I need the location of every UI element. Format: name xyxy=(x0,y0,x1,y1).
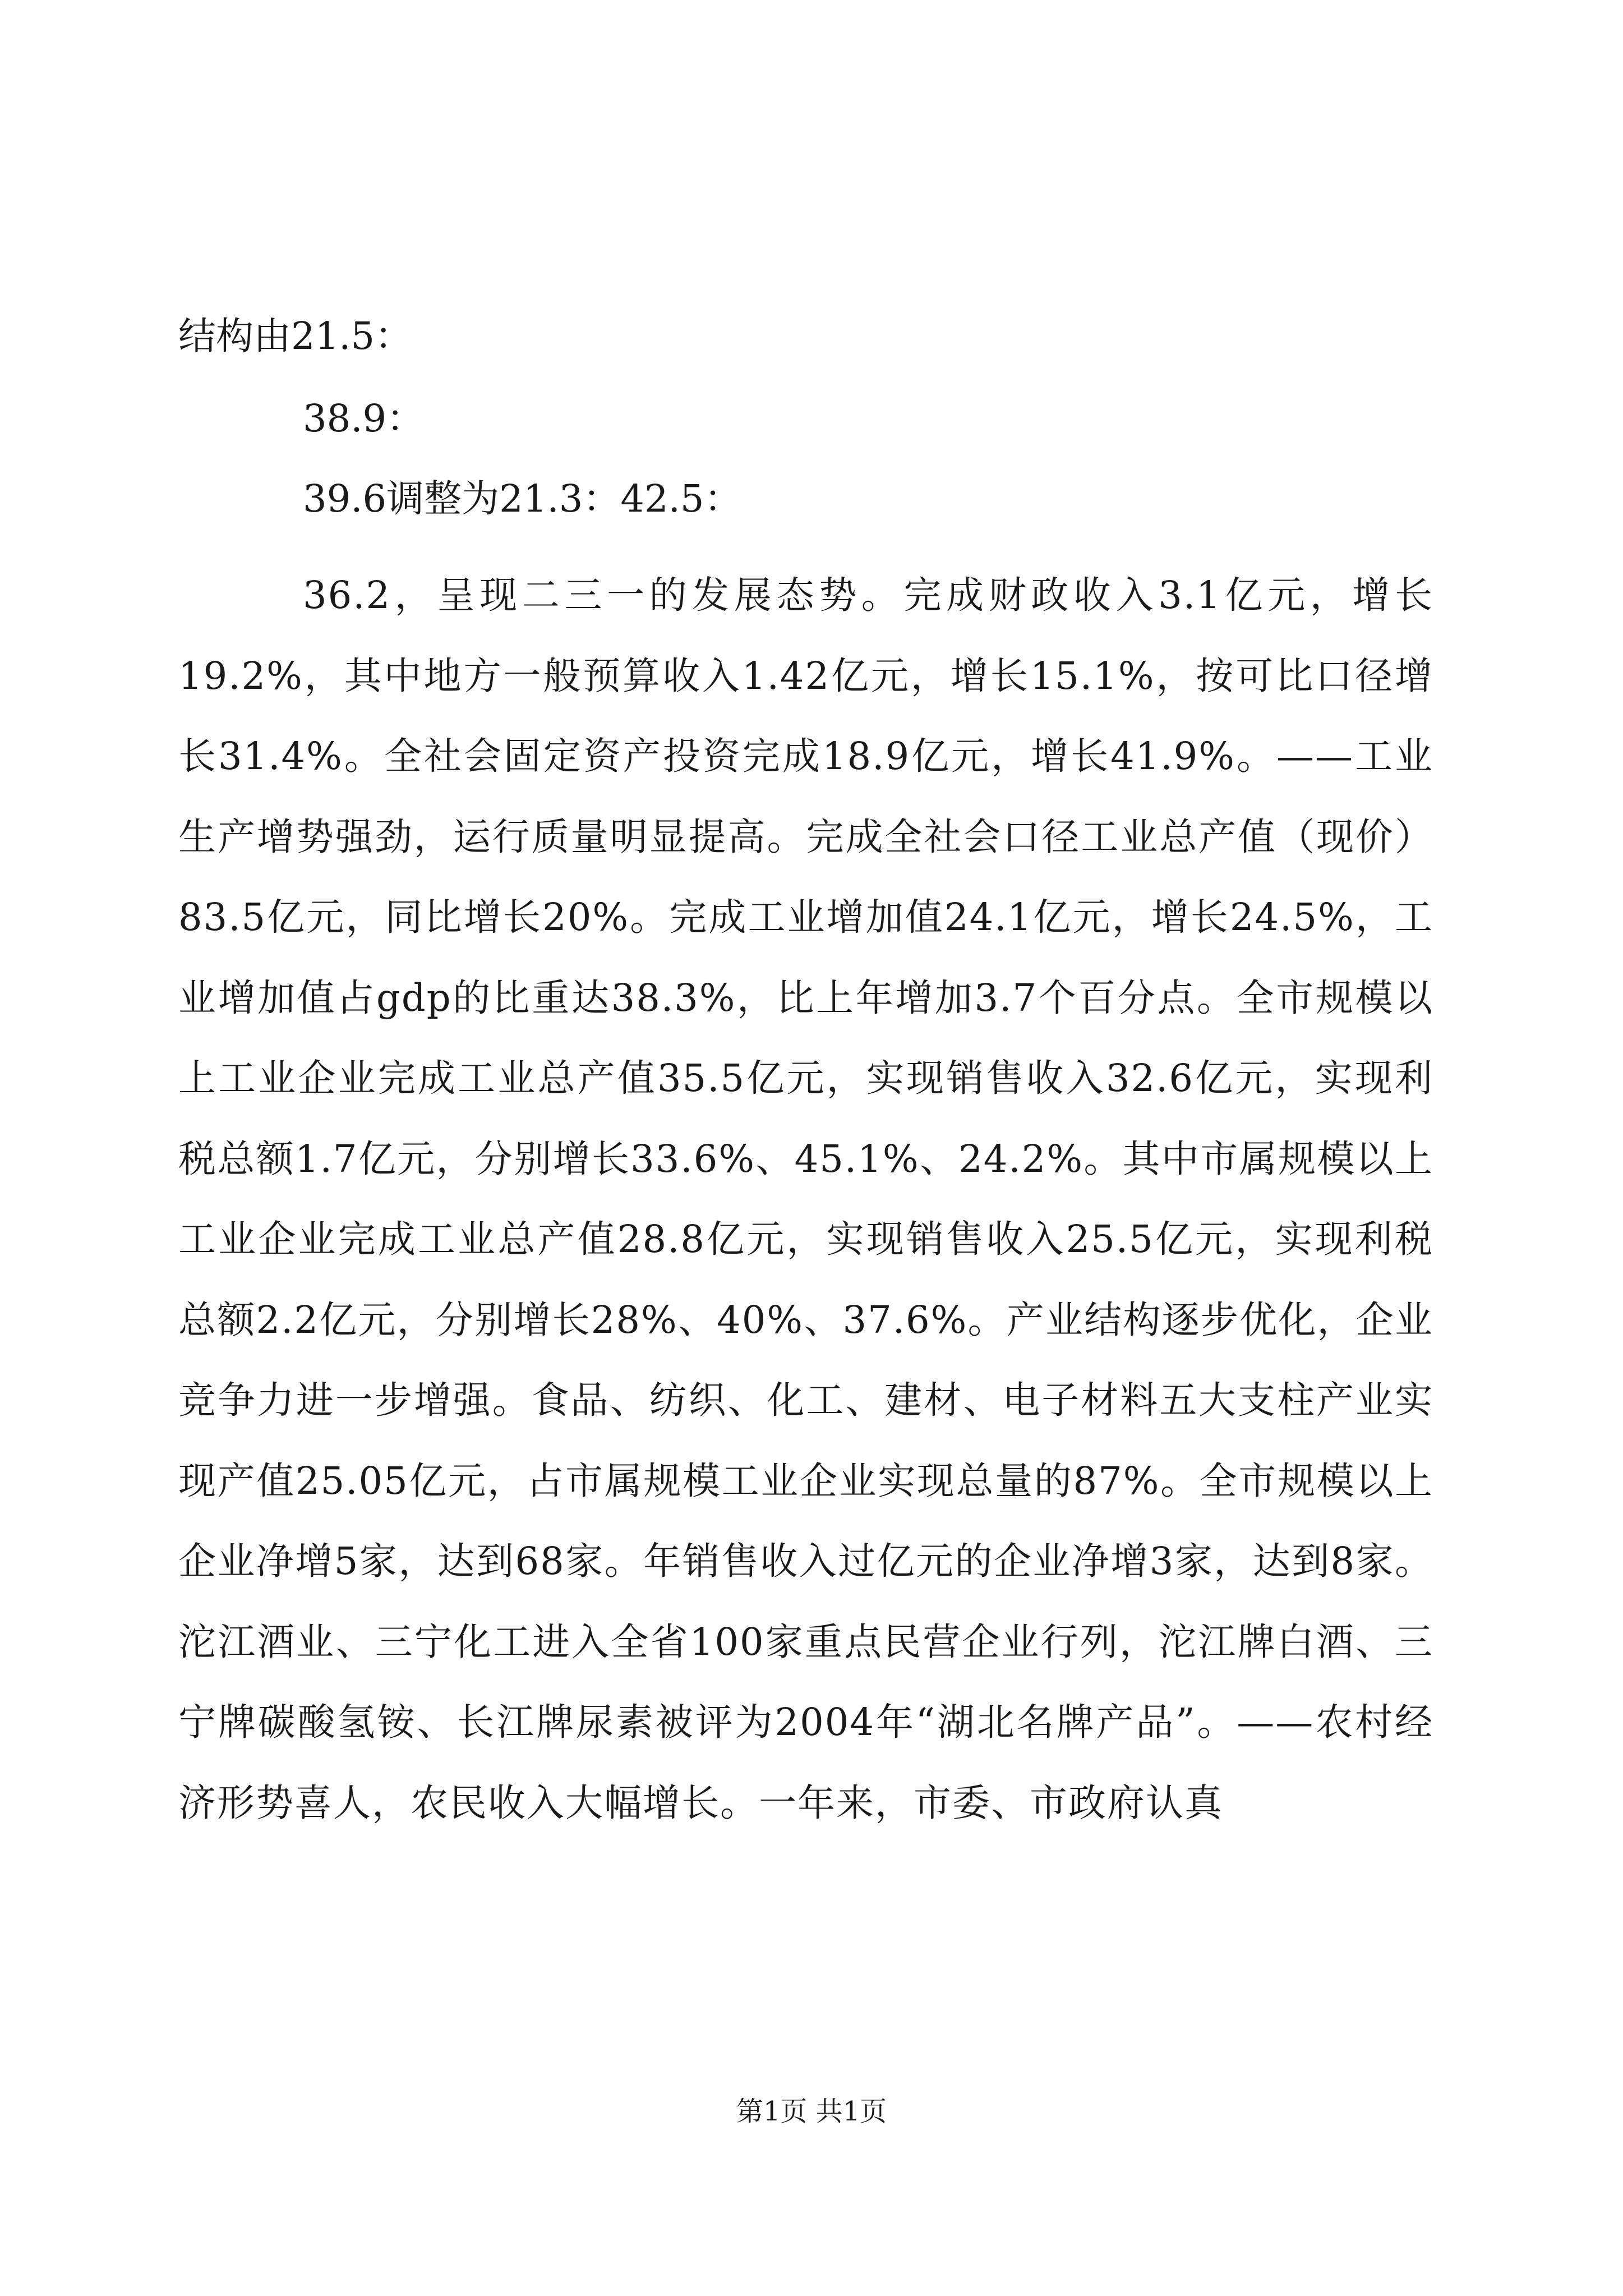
text-line: 结构由21.5： xyxy=(178,314,413,358)
body-paragraph: 36.2，呈现二三一的发展态势。完成财政收入3.1亿元，增长19.2%，其中地方一般预算收入1.42亿元，增长15.1%，按可比口径增长31.4%。全社会固定资产投资完成18.9亿元，增长41.9%。——工业生产增势强劲，运行质量明显提高。完成全社会口径工业总产值（现价）83.5亿元，同比增长20%。完成工业增加值24.1亿元，增长24.5%，工业增加值占gdp的比重达38.3%，比上年增加3.7个百分点。全市规模以上工业企业完成工业总产值35.5亿元，实现销售收入32.6亿元，实现利税总额1.7亿元，分别增长33.6%、45.1%、24.2%。其中市属规模以上工业企业完成工业总产值28.8亿元，实现销售收入25.5亿元，实现利税总额2.2亿元，分别增长28%、40%、37.6%。产业结构逐步优化，企业竞争力进一步增强。食品、纺织、化工、建材、电子材料五大支柱产业实现产值25.05亿元，占市属规模工业企业实现总量的87%。全市规模以上企业净增5家，达到68家。年销售收入过亿元的企业净增3家，达到8家。沱江酒业、三宁化工进入全省100家重点民营企业行列，沱江牌白酒、三宁牌碳酸氢铵、长江牌尿素被评为2004年“湖北名牌产品”。——农村经济形势喜人，农民收入大幅增长。一年来，市委、市政府认真 xyxy=(178,573,1433,1825)
page-number-footer: 第1页 共1页 xyxy=(736,2096,887,2127)
text-line: 38.9： xyxy=(303,397,425,440)
text-line: 39.6调整为21.3：42.5： xyxy=(303,477,742,521)
